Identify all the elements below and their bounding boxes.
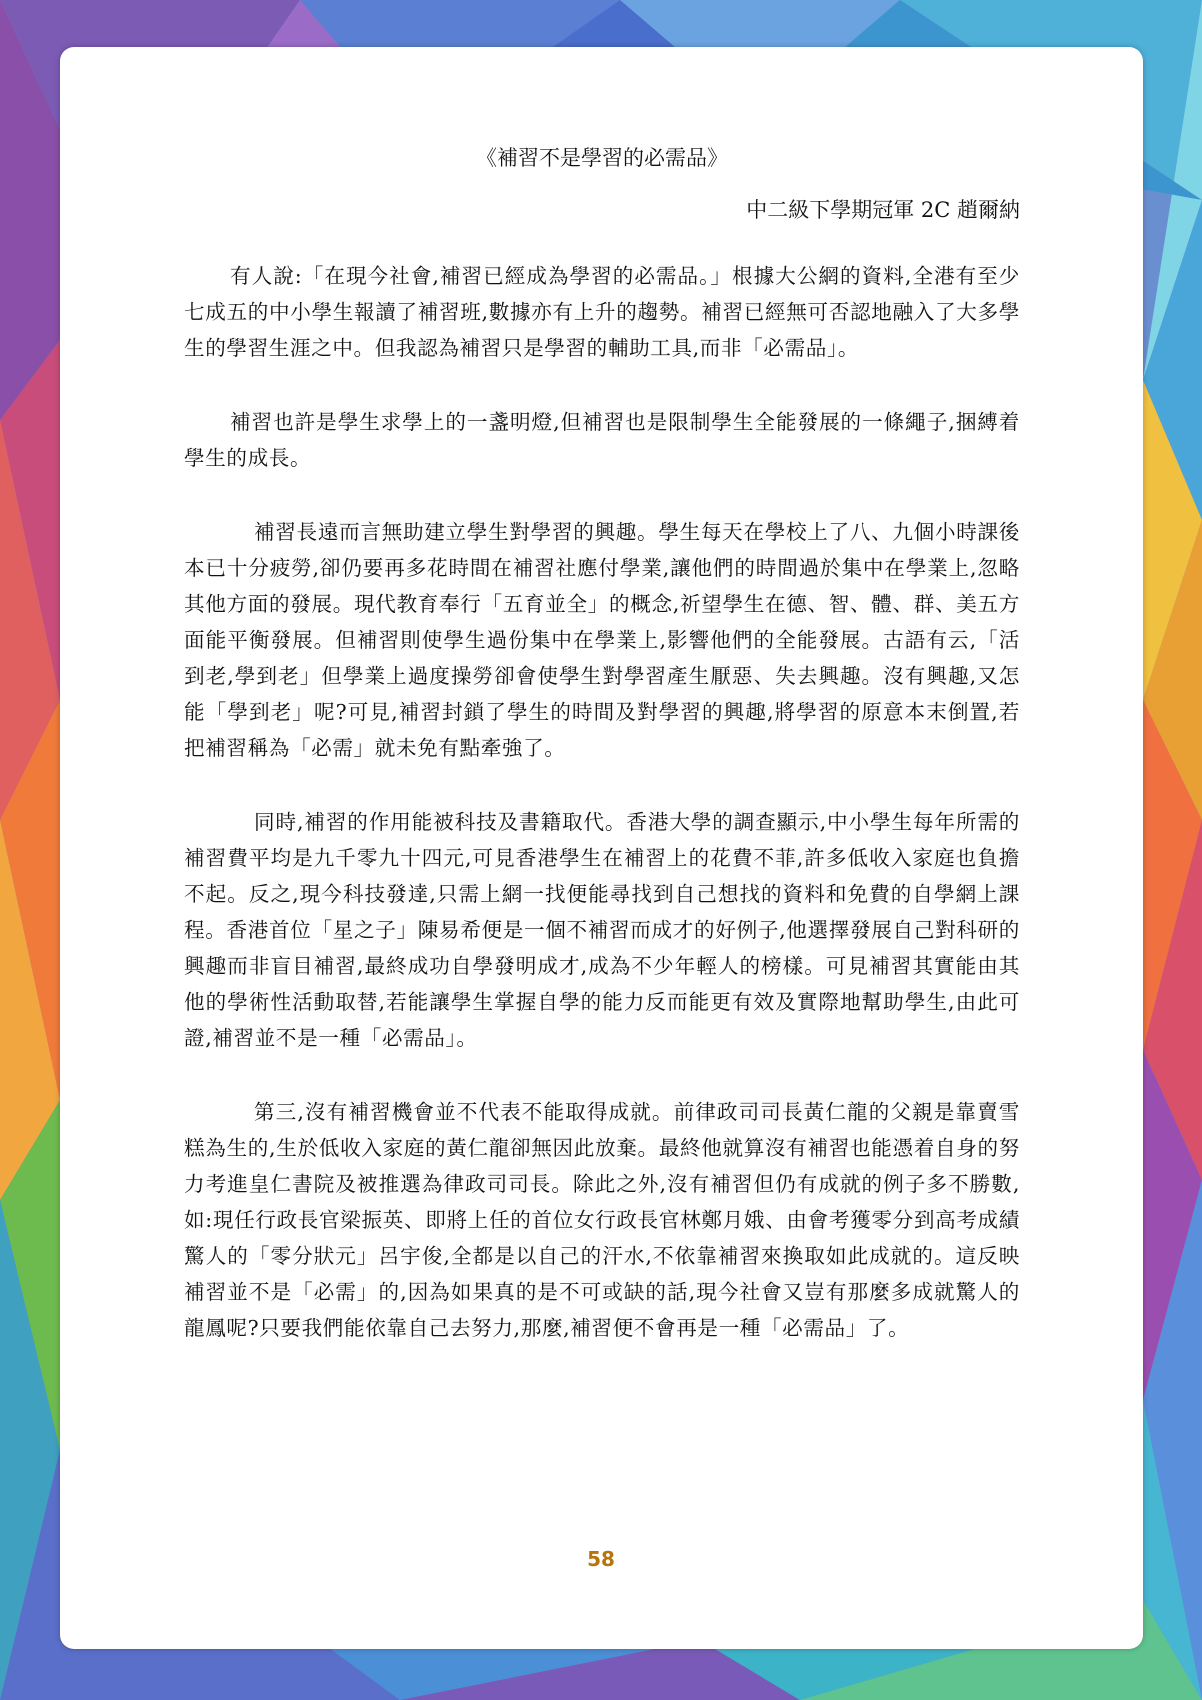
article-title: 《補習不是學習的必需品》	[476, 146, 728, 170]
paragraph-2: 補習也許是學生求學上的一盞明燈,但補習也是限制學生全能發展的一條繩子,捆縛着學生的成長。	[184, 410, 1020, 470]
paragraph-5: 第三,沒有補習機會並不代表不能取得成就。前律政司司長黃仁龍的父親是靠賣雪糕為生的,生於低收入家庭的黃仁龍卻無因此放棄。最終他就算沒有補習也能憑着自身的努力考進皇仁書院及被推選為律政司司長。除此之外,沒有補習但仍有成就的例子多不勝數,如:現任行政長官梁振英、即將上任的首位女行政長官林鄭月娥、由會考獲零分到高考成績驚人的「零分狀元」呂宇俊,全都是以自己的汗水,不依靠補習來換取如此成就的。這反映補習並不是「必需」的,因為如果真的是不可或缺的話,現今社會又豈有那麼多成就驚人的龍鳳呢?只要我們能依靠自己去努力,那麼,補習便不會再是一種「必需品」了。	[184, 1100, 1020, 1340]
paragraph-3: 補習長遠而言無助建立學生對學習的興趣。學生每天在學校上了八、九個小時課後本已十分疲勞,卻仍要再多花時間在補習社應付學業,讓他們的時間過於集中在學業上,忽略其他方面的發展。現代教育奉行「五育並全」的概念,祈望學生在德、智、體、群、美五方面能平衡發展。但補習則使學生過份集中在學業上,影響他們的全能發展。古語有云,「活到老,學到老」但學業上過度操勞卻會使學生對學習產生厭惡、失去興趣。沒有興趣,又怎能「學到老」呢?可見,補習封鎖了學生的時間及對學習的興趣,將學習的原意本末倒置,若把補習稱為「必需」就未免有點牽強了。	[184, 520, 1020, 760]
paragraph-4: 同時,補習的作用能被科技及書籍取代。香港大學的調查顯示,中小學生每年所需的補習費平均是九千零九十四元,可見香港學生在補習上的花費不菲,許多低收入家庭也負擔不起。反之,現今科技發達,只需上網一找便能尋找到自己想找的資料和免費的自學網上課程。香港首位「星之子」陳易希便是一個不補習而成才的好例子,他選擇發展自己對科研的興趣而非盲目補習,最終成功自學發明成才,成為不少年輕人的榜樣。可見補習其實能由其他的學術性活動取替,若能讓學生掌握自學的能力反而能更有效及實際地幫助學生,由此可證,補習並不是一種「必需品」。	[184, 810, 1020, 1050]
paragraph-1: 有人說:「在現今社會,補習已經成為學習的必需品。」根據大公網的資料,全港有至少七成五的中小學生報讀了補習班,數據亦有上升的趨勢。補習已經無可否認地融入了大多學生的學習生涯之中。但我認為補習只是學習的輔助工具,而非「必需品」。	[184, 264, 1020, 360]
page-number: 58	[587, 1547, 615, 1571]
article	[184, 140, 1020, 1346]
article-byline: 中二級下學期冠軍 2C 趙爾納	[746, 198, 1020, 222]
